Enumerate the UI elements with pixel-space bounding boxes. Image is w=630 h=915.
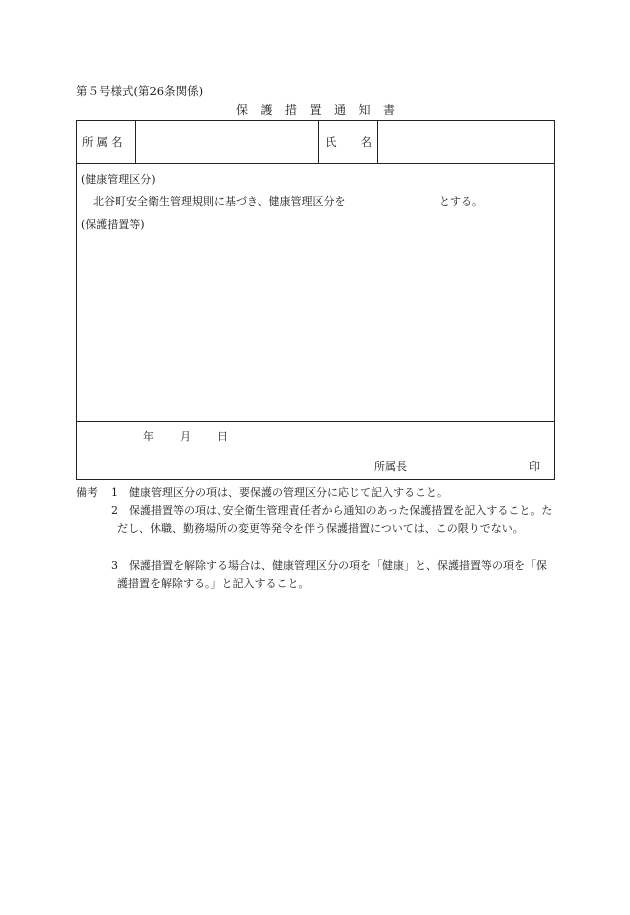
note-number: 3 [111, 559, 118, 572]
name-label-char-1: 氏 [325, 135, 337, 149]
note-text: 保護措置等の項は､安全衛生管理責任者から通知のあった保護措置を記入すること。ただし、休職、勤務場所の変更等発令を伴う保護措置については、この限りでない。 [117, 504, 553, 535]
name-label [325, 137, 372, 149]
row-divider-bottom [77, 421, 554, 422]
form-number-label: 第５号様式(第26条関係) [76, 84, 204, 98]
document-title: 保護措置通知書 [236, 103, 408, 117]
note-number: 2 [111, 504, 118, 517]
notification-form-table [76, 120, 555, 480]
name-label-char-2: 名 [360, 135, 372, 149]
health-category-label: (健康管理区分) [81, 173, 156, 186]
row-divider-top [77, 163, 554, 164]
note-number: 1 [111, 486, 118, 499]
date-line [143, 431, 228, 442]
date-month: 月 [180, 430, 191, 443]
affiliation-label-divider [135, 121, 136, 163]
name-cell-left-divider [318, 121, 319, 163]
department-head-label: 所属長 [374, 460, 407, 473]
note-text: 保護措置を解除する場合は、健康管理区分の項を「健康」と、保護措置等の項を「保護措置を解除する。」と記入すること。 [117, 559, 547, 590]
notes-label: 備考 [76, 486, 98, 499]
name-label-divider [377, 121, 378, 163]
affiliation-label: 所属名 [82, 135, 126, 149]
seal-mark: 印 [529, 460, 540, 473]
protection-measures-label: (保護措置等) [81, 218, 145, 231]
date-day: 日 [217, 430, 228, 443]
note-text: 健康管理区分の項は、要保護の管理区分に応じて記入すること。 [129, 486, 448, 499]
date-year: 年 [143, 430, 154, 443]
health-category-sentence-tail: とする。 [439, 195, 483, 208]
health-category-sentence: 北谷町安全衛生管理規則に基づき、健康管理区分を [93, 195, 346, 208]
